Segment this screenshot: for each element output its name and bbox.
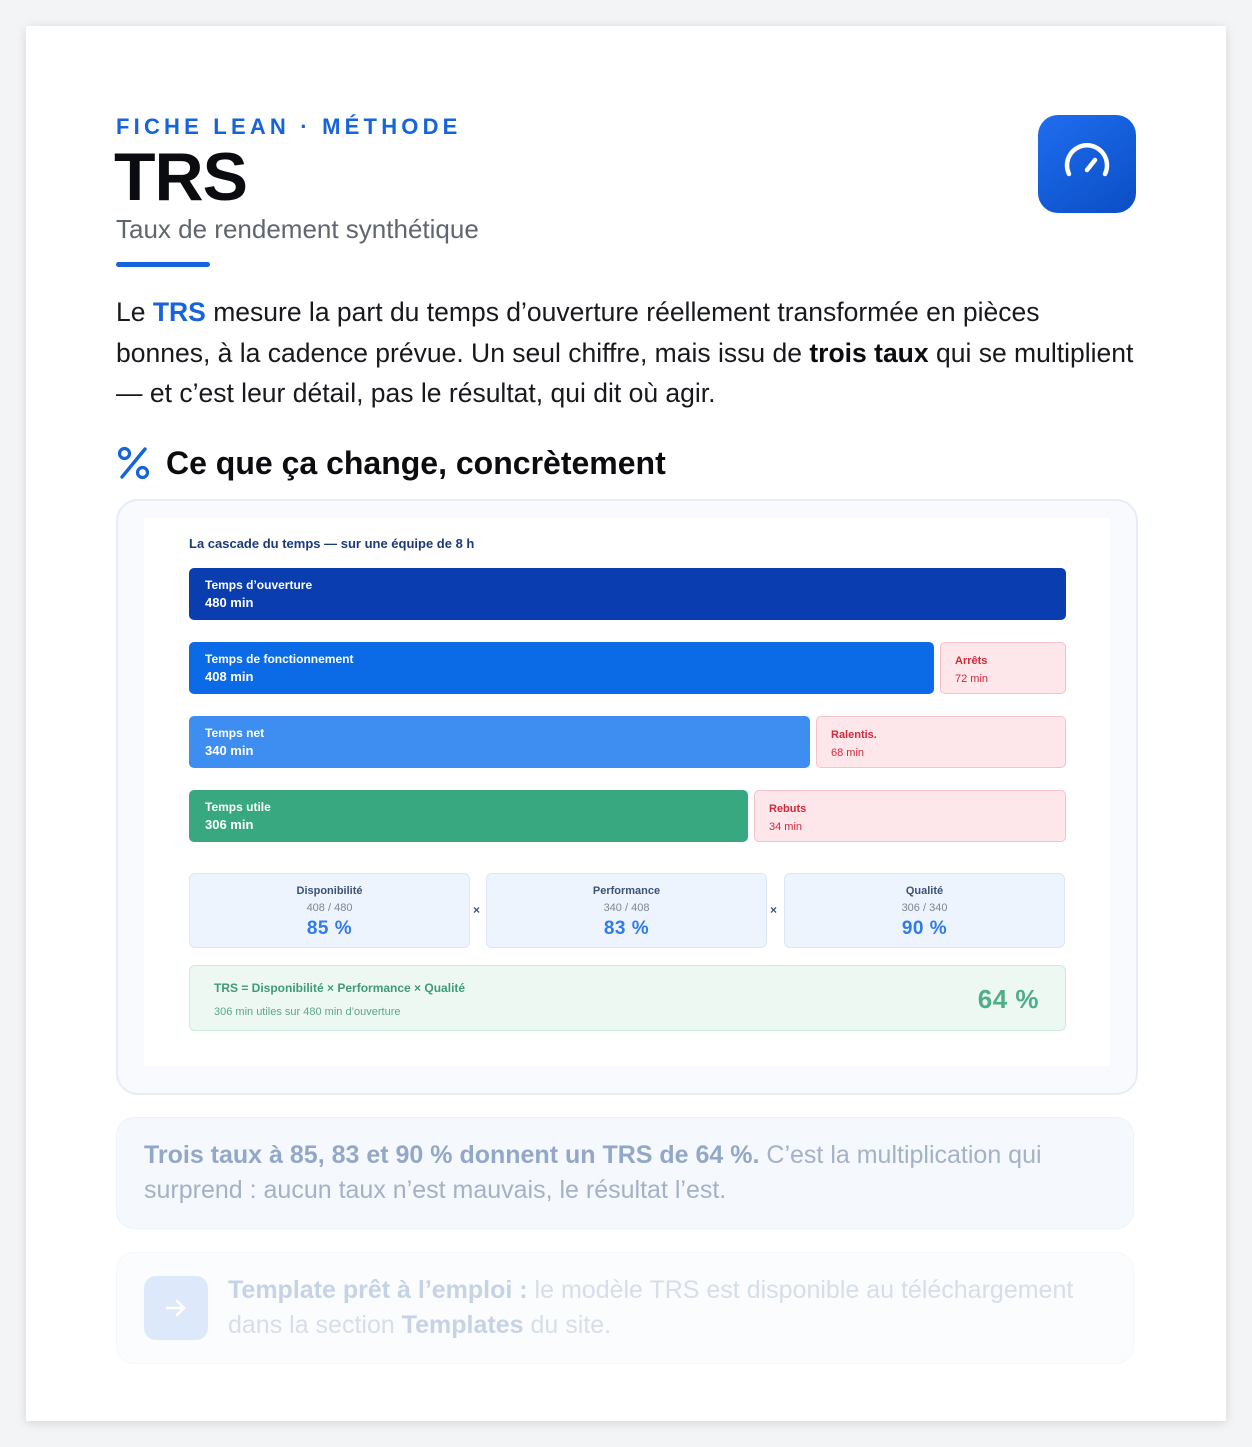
rate-card-quality bbox=[784, 873, 1065, 948]
cascade-figure bbox=[116, 499, 1138, 1095]
intro-paragraph: Le TRS mesure la part du temps d’ouverture réellement transformée en pièces bonnes, à la cadence prévue. Un seul chiffre, mais issu de trois taux qui se multiplient — et c’est leur détail, pas le résultat, qui dit où agir. bbox=[116, 297, 1134, 408]
trs-formula: TRS = Disponibilité × Performance × Qualité bbox=[214, 981, 466, 995]
rate-ratio: 340 / 408 bbox=[603, 902, 650, 914]
cascade-title: La cascade du temps — sur une équipe de 8 h bbox=[189, 536, 475, 551]
loss-box bbox=[816, 716, 1066, 768]
bar-value: 306 min bbox=[205, 817, 254, 832]
bar-label: Temps d’ouverture bbox=[205, 578, 313, 592]
cascade-bar bbox=[189, 790, 748, 842]
rate-value: 85 % bbox=[306, 918, 353, 939]
arrow-right-icon bbox=[162, 1294, 190, 1322]
cascade-canvas bbox=[144, 518, 1110, 1066]
loss-label: Rebuts bbox=[769, 803, 807, 815]
loss-value: 68 min bbox=[831, 747, 865, 759]
bar-value: 340 min bbox=[205, 743, 254, 758]
trs-value: 64 % bbox=[977, 984, 1039, 1014]
gauge-icon bbox=[1059, 136, 1115, 192]
bar-label: Temps de fonctionnement bbox=[205, 652, 354, 666]
bar-value: 408 min bbox=[205, 669, 254, 684]
cascade-bar bbox=[189, 568, 1066, 620]
loss-box bbox=[940, 642, 1066, 694]
templates-link[interactable]: Templates bbox=[401, 1311, 524, 1339]
multiply-sign: × bbox=[473, 903, 481, 917]
insight-callout: Trois taux à 85, 83 et 90 % donnent un TRS de 64 %. C’est la multiplication qui surprend : aucun taux n’est mauvais, le résultat l’est. bbox=[116, 1117, 1134, 1229]
callout-emphasis: Trois taux à 85, 83 et 90 % donnent un TRS de 64 %. bbox=[144, 1141, 760, 1169]
section-heading bbox=[116, 440, 666, 486]
gauge-badge bbox=[1038, 115, 1136, 213]
bar-label: Temps net bbox=[205, 726, 265, 740]
rate-ratio: 408 / 480 bbox=[306, 902, 353, 914]
multiply-sign: × bbox=[770, 903, 778, 917]
trs-keyword: TRS bbox=[152, 297, 206, 327]
cta-text: Template prêt à l’emploi : le modèle TRS est disponible au téléchargement dans la section Templates du site. bbox=[228, 1276, 1074, 1339]
template-cta[interactable] bbox=[116, 1252, 1134, 1364]
rate-card-performance bbox=[486, 873, 767, 948]
page-subtitle: Taux de rendement synthétique bbox=[116, 214, 479, 244]
percent-icon bbox=[116, 445, 152, 481]
loss-value: 34 min bbox=[769, 821, 803, 833]
loss-label: Ralentis. bbox=[831, 729, 877, 741]
cascade-bar bbox=[189, 716, 810, 768]
rate-name: Qualité bbox=[905, 885, 944, 897]
bar-value: 480 min bbox=[205, 595, 254, 610]
trs-note: 306 min utiles sur 480 min d’ouverture bbox=[214, 1006, 401, 1018]
rate-name: Disponibilité bbox=[296, 885, 363, 897]
eyebrow-label: FICHE LEAN · MÉTHODE bbox=[116, 114, 462, 139]
trs-result-box bbox=[189, 965, 1066, 1031]
loss-box bbox=[754, 790, 1066, 842]
rate-value: 90 % bbox=[901, 918, 948, 939]
page-title: TRS bbox=[114, 139, 247, 215]
rate-name: Performance bbox=[592, 885, 661, 897]
loss-value: 72 min bbox=[955, 673, 989, 685]
rate-ratio: 306 / 340 bbox=[901, 902, 948, 914]
title-underline bbox=[116, 262, 210, 267]
lean-sheet-card bbox=[26, 26, 1226, 1421]
loss-label: Arrêts bbox=[955, 655, 988, 667]
cta-arrow-button[interactable] bbox=[144, 1276, 208, 1340]
section-title: Ce que ça change, concrètement bbox=[166, 444, 666, 481]
rate-value: 83 % bbox=[603, 918, 650, 939]
three-rates-emphasis: trois taux bbox=[809, 337, 929, 368]
rate-card-availability bbox=[189, 873, 470, 948]
bar-label: Temps utile bbox=[205, 800, 271, 814]
cascade-bar bbox=[189, 642, 934, 694]
